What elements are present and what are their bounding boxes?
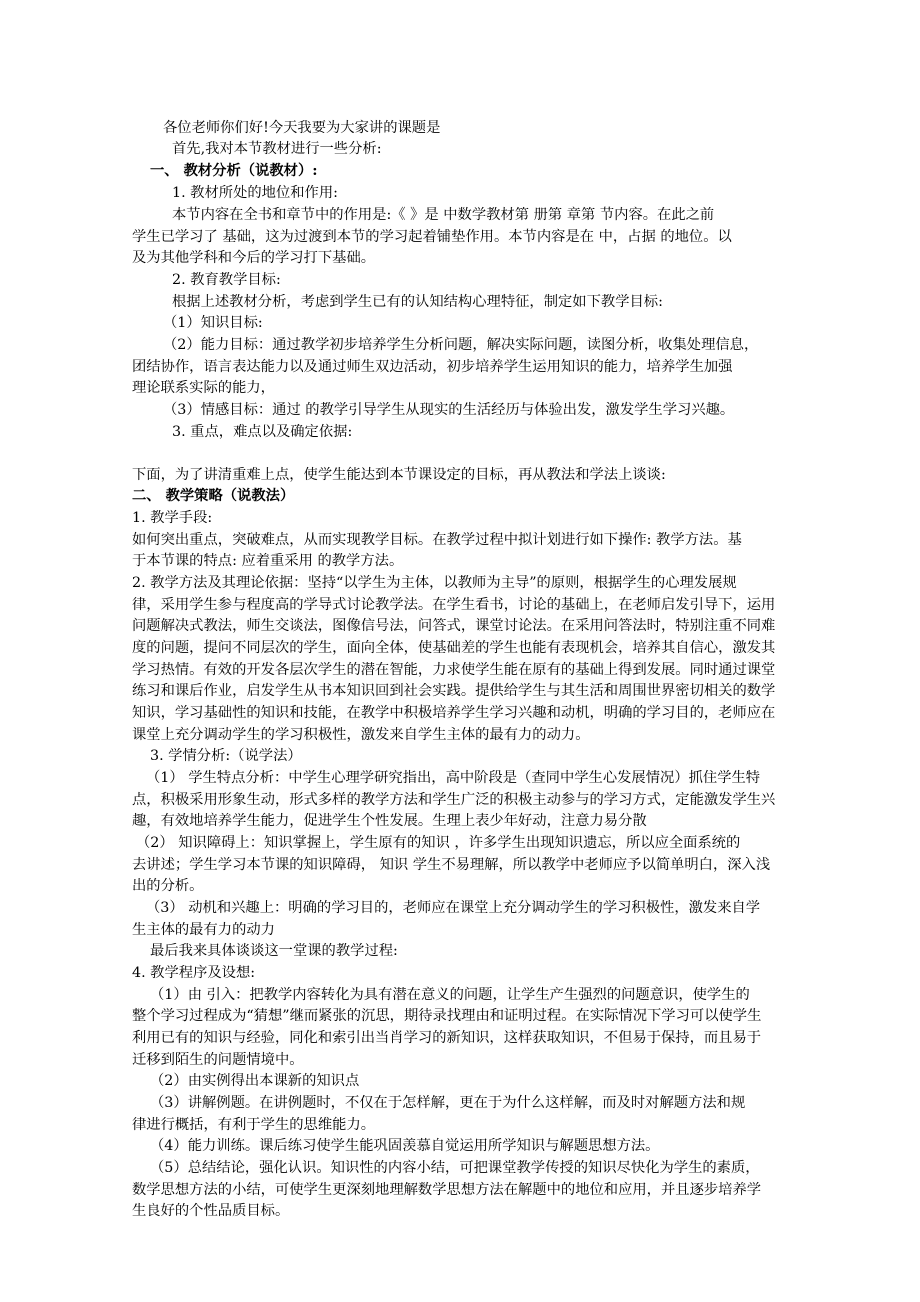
subheading-2-4: 4. 教学程序及设想: bbox=[132, 965, 256, 981]
list-item-line: （3）讲解例题。在讲例题时，不仅在于怎样解，更在于为什么这样解，而及时对解题方法和规 bbox=[150, 1095, 746, 1111]
paragraph-line: 课堂上充分调动学生的学习积极性，激发来自学生主体的最有力的动力。 bbox=[132, 727, 590, 743]
subheading-2-1: 1. 教学手段: bbox=[132, 510, 213, 526]
paragraph-line: 知识，学习基础性的知识和技能，在教学中积极培养学生学习兴趣和动机，明确的学习目的，老师应在 bbox=[132, 705, 776, 721]
list-item-line: （3）情感目标：通过 的教学引导学生从现实的生活经历与体验出发，激发学生学习兴趣。 bbox=[163, 402, 735, 418]
paragraph-line: 迁移到陌生的问题情境中。 bbox=[132, 1052, 304, 1068]
paragraph-line: 生良好的个性品质目标。 bbox=[132, 1203, 290, 1219]
greeting-line: 各位老师你们好!今天我要为大家讲的课题是 bbox=[163, 120, 441, 136]
subheading-2-3: 3. 学情分析:（说学法） bbox=[150, 748, 302, 764]
paragraph-line: 律，采用学生参与程度高的学导式讨论教学法。在学生看书，讨论的基础上，在老师启发引导下，运用 bbox=[132, 597, 776, 613]
paragraph-line: 学习热情。有效的开发各层次学生的潜在智能，力求使学生能在原有的基础上得到发展。同时通过课堂 bbox=[132, 662, 776, 678]
paragraph-line: 去讲述；学生学习本节课的知识障碍， 知识 学生不易理解，所以教学中老师应予以简单明白，深入浅 bbox=[132, 857, 771, 873]
paragraph-line: 整个学习过程成为“猜想”继而紧张的沉思，期待录找理由和证明过程。在实际情况下学习可以使学生 bbox=[132, 1008, 762, 1024]
transition-line: 最后我来具体谈谈这一堂课的教学过程: bbox=[150, 943, 398, 959]
paragraph-line: 团结协作，语言表达能力以及通过师生双边活动，初步培养学生运用知识的能力，培养学生加强 bbox=[132, 359, 733, 375]
list-item-line: （1） 学生特点分析：中学生心理学研究指出，高中阶段是（查同中学生心发展情况）抓住学生特 bbox=[146, 770, 761, 786]
paragraph-line: 2. 教学方法及其理论依据：坚持“以学生为主体，以教师为主导”的原则，根据学生的心理发展规 bbox=[132, 575, 737, 591]
list-item-line: （5）总结结论，强化认识。知识性的内容小结，可把课堂教学传授的知识尽快化为学生的素质， bbox=[150, 1160, 760, 1176]
subheading-1-1: 1. 教材所处的地位和作用: bbox=[172, 185, 338, 201]
paragraph-line: 出的分析。 bbox=[132, 878, 204, 894]
paragraph-line: 趣，有效地培养学生能力，促进学生个性发展。生理上表少年好动，注意力易分散 bbox=[132, 813, 647, 829]
paragraph-line: 于本节课的特点: 应着重采用 的教学方法。 bbox=[132, 553, 404, 569]
transition-line: 下面，为了讲清重难上点，使学生能达到本节课设定的目标，再从教法和学法上谈谈: bbox=[132, 467, 666, 483]
list-item-line: （1）由 引入：把教学内容转化为具有潜在意义的问题，让学生产生强烈的问题意识，使学生的 bbox=[150, 987, 750, 1003]
paragraph-line: 数学思想方法的小结，可使学生更深刻地理解数学思想方法在解题中的地位和应用，并且逐步培养学 bbox=[132, 1182, 762, 1198]
list-item-line: （2）由实例得出本课新的知识点 bbox=[150, 1073, 360, 1089]
list-item-line: （1）知识目标: bbox=[163, 315, 263, 331]
paragraph-line: 理论联系实际的能力， bbox=[132, 380, 275, 396]
list-item-line: （3） 动机和兴趣上：明确的学习目的，老师应在课堂上充分调动学生的学习积极性，激发来自学 bbox=[146, 900, 761, 916]
paragraph-line: 律进行概括，有利于学生的思维能力。 bbox=[132, 1117, 376, 1133]
paragraph-line: 学生已学习了 基础，这为过渡到本节的学习起着铺垫作用。本节内容是在 中，占据 的地位。以 bbox=[132, 229, 732, 245]
paragraph-line: 如何突出重点，突破难点，从而实现教学目标。在教学过程中拟计划进行如下操作: 教学方法。基 bbox=[132, 532, 742, 548]
intro-line: 首先,我对本节教材进行一些分析: bbox=[172, 141, 382, 157]
paragraph-line: 生主体的最有力的动力 bbox=[132, 922, 275, 938]
subheading-1-3: 3. 重点，难点以及确定依据: bbox=[172, 424, 353, 440]
list-item-line: （4）能力训练。课后练习使学生能巩固羡慕自觉运用所学知识与解题思想方法。 bbox=[150, 1138, 660, 1154]
paragraph-line: 及为其他学科和今后的学习打下基础。 bbox=[132, 250, 376, 266]
paragraph-line: 问题解决式教法，师生交谈法，图像信号法，问答式，课堂讨论法。在采用问答法时，特别注重不同难 bbox=[132, 618, 776, 634]
paragraph-line: 度的问题，提问不同层次的学生，面向全体，使基础差的学生也能有表现机会，培养其自信心，激发其 bbox=[132, 640, 776, 656]
paragraph-line: 点，积极采用形象生动，形式多样的教学方法和学生广泛的积极主动参与的学习方式，定能激发学生兴 bbox=[132, 792, 776, 808]
section-heading-2: 二、 教学策略（说教法） bbox=[132, 488, 295, 504]
paragraph-line: 练习和课后作业，启发学生从书本知识回到社会实践。提供给学生与其生活和周围世界密切相关的数学 bbox=[132, 683, 776, 699]
subheading-1-2: 2. 教育教学目标: bbox=[172, 272, 281, 288]
paragraph-line: 本节内容在全书和章节中的作用是:《 》是 中数学教材第 册第 章第 节内容。在此之前 bbox=[172, 207, 715, 223]
list-item-line: （2）能力目标：通过教学初步培养学生分析问题，解决实际问题，读图分析，收集处理信息， bbox=[163, 337, 759, 353]
section-heading-1: 一、 教材分析（说教材）: bbox=[150, 163, 318, 179]
paragraph-line: 根据上述教材分析，考虑到学生已有的认知结构心理特征，制定如下教学目标: bbox=[172, 294, 663, 310]
paragraph-line: 利用已有的知识与经验，同化和索引出当肖学习的新知识，这样获取知识，不但易于保持，而且易于 bbox=[132, 1030, 762, 1046]
list-item-line: （2） 知识障碍上：知识掌握上，学生原有的知识 ，许多学生出现知识遗忘，所以应全面系统的 bbox=[136, 835, 741, 851]
